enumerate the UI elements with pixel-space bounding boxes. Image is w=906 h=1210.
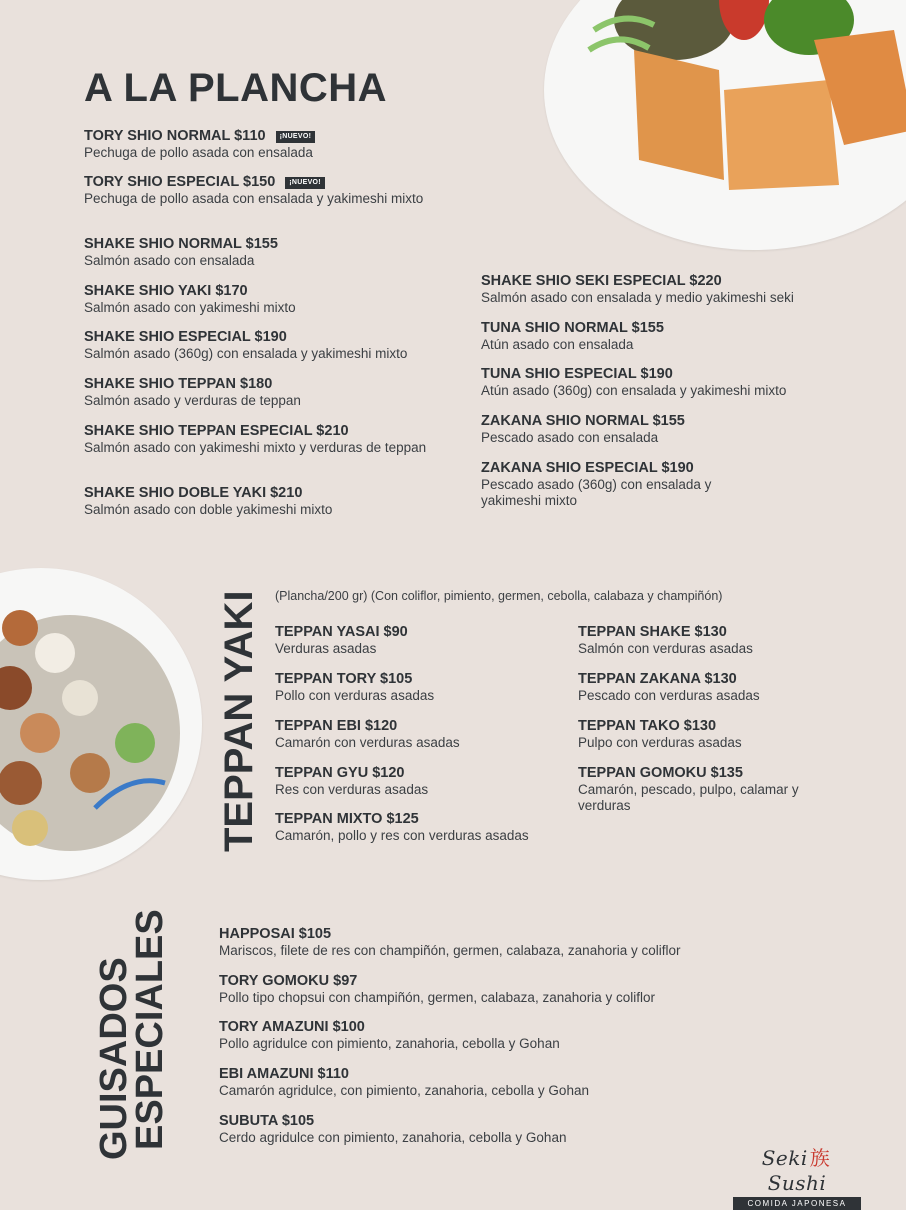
- item-name: SUBUTA $105: [219, 1113, 315, 1129]
- item-desc: Salmón asado con yakimeshi mixto: [84, 300, 296, 315]
- item-desc: Pechuga de pollo asada con ensalada y yakimeshi mixto: [84, 191, 424, 206]
- item-name: TORY SHIO ESPECIAL $150: [84, 174, 276, 190]
- menu-item: [275, 718, 555, 751]
- item-desc: Pescado con verduras asadas: [578, 688, 760, 703]
- menu-item: [275, 765, 555, 798]
- item-name: SHAKE SHIO TEPPAN ESPECIAL $210: [84, 423, 349, 439]
- item-name: TUNA SHIO NORMAL $155: [481, 320, 664, 336]
- menu-item: [275, 811, 535, 844]
- item-desc: Res con verduras asadas: [275, 782, 429, 797]
- plancha-title: A LA PLANCHA: [84, 66, 388, 110]
- item-name: TORY AMAZUNI $100: [219, 1019, 365, 1035]
- item-desc: Salmón asado con ensalada y medio yakimeshi seki: [481, 290, 794, 305]
- guisados-title-line1: GUISADOS: [93, 957, 135, 1160]
- menu-item: [481, 413, 881, 446]
- item-desc: Cerdo agridulce con pimiento, zanahoria, cebolla y Gohan: [219, 1130, 567, 1145]
- menu-item: [578, 765, 848, 814]
- menu-item: [219, 1019, 839, 1052]
- item-name: TUNA SHIO ESPECIAL $190: [481, 366, 673, 382]
- guisados-title-line2: ESPECIALES: [129, 909, 171, 1150]
- item-name: TEPPAN TORY $105: [275, 671, 413, 687]
- item-desc: Camarón, pollo y res con verduras asadas: [275, 828, 529, 843]
- teppan-title: TEPPAN YAKI: [217, 590, 261, 852]
- item-name: TORY GOMOKU $97: [219, 973, 358, 989]
- item-name: SHAKE SHIO SEKI ESPECIAL $220: [481, 273, 722, 289]
- logo-kanji: 族: [809, 1146, 831, 1170]
- menu-item: [84, 485, 464, 518]
- teppan-note: (Plancha/200 gr) (Con coliflor, pimiento, germen, cebolla, calabaza y champiñón): [275, 589, 723, 603]
- menu-item: [84, 283, 464, 316]
- item-desc: Camarón con verduras asadas: [275, 735, 460, 750]
- item-desc: Pescado asado (360g) con ensalada y yakimeshi mixto: [481, 477, 712, 508]
- item-desc: Pulpo con verduras asadas: [578, 735, 742, 750]
- menu-item: [84, 236, 464, 269]
- menu-item: [84, 174, 454, 207]
- item-name: TEPPAN GOMOKU $135: [578, 765, 743, 781]
- menu-item: [481, 366, 881, 399]
- menu-item: [219, 1113, 719, 1146]
- item-desc: Salmón con verduras asadas: [578, 641, 753, 656]
- item-desc: Mariscos, filete de res con champiñón, germen, calabaza, zanahoria y coliflor: [219, 943, 681, 958]
- item-name: SHAKE SHIO YAKI $170: [84, 283, 248, 299]
- item-desc: Pollo agridulce con pimiento, zanahoria, cebolla y Gohan: [219, 1036, 560, 1051]
- item-desc: Pescado asado con ensalada: [481, 430, 659, 445]
- item-name: TEPPAN TAKO $130: [578, 718, 717, 734]
- menu-item: [578, 718, 858, 751]
- item-name: TORY SHIO NORMAL $110: [84, 128, 266, 144]
- menu-item: [84, 376, 464, 409]
- item-name: ZAKANA SHIO NORMAL $155: [481, 413, 685, 429]
- menu-item: [84, 423, 429, 456]
- new-badge: ¡NUEVO!: [276, 131, 316, 143]
- item-name: TEPPAN GYU $120: [275, 765, 405, 781]
- item-name: TEPPAN SHAKE $130: [578, 624, 727, 640]
- menu-item: [219, 926, 839, 959]
- item-name: SHAKE SHIO NORMAL $155: [84, 236, 278, 252]
- item-desc: Salmón asado con doble yakimeshi mixto: [84, 502, 333, 517]
- salmon-plate-photo: [544, 0, 906, 250]
- item-desc: Pollo tipo chopsui con champiñón, germen, calabaza, zanahoria y coliflor: [219, 990, 656, 1005]
- item-desc: Salmón asado con ensalada: [84, 253, 255, 268]
- menu-item: [578, 624, 858, 657]
- menu-item: [219, 973, 839, 1006]
- menu-item: [84, 329, 474, 362]
- item-name: TEPPAN EBI $120: [275, 718, 398, 734]
- teppan-plate-illustration: [0, 568, 202, 880]
- item-desc: Camarón, pescado, pulpo, calamar y verduras: [578, 782, 799, 813]
- menu-item: [275, 671, 555, 704]
- item-name: TEPPAN ZAKANA $130: [578, 671, 737, 687]
- item-desc: Salmón asado con yakimeshi mixto y verduras de teppan: [84, 440, 427, 455]
- item-name: SHAKE SHIO ESPECIAL $190: [84, 329, 287, 345]
- item-desc: Pollo con verduras asadas: [275, 688, 435, 703]
- logo-word-2: Sushi: [767, 1171, 827, 1195]
- item-name: EBI AMAZUNI $110: [219, 1066, 349, 1082]
- item-desc: Pechuga de pollo asada con ensalada: [84, 145, 313, 160]
- menu-item: [481, 460, 746, 509]
- menu-item: [84, 128, 464, 161]
- salmon-plate-illustration: [544, 0, 906, 250]
- item-name: TEPPAN MIXTO $125: [275, 811, 419, 827]
- item-name: TEPPAN YASAI $90: [275, 624, 408, 640]
- teppan-plate-photo: [0, 568, 202, 880]
- item-desc: Verduras asadas: [275, 641, 377, 656]
- item-name: SHAKE SHIO DOBLE YAKI $210: [84, 485, 303, 501]
- menu-item: [481, 273, 881, 306]
- menu-item: [578, 671, 858, 704]
- menu-item: [481, 320, 881, 353]
- item-name: SHAKE SHIO TEPPAN $180: [84, 376, 273, 392]
- menu-item: [275, 624, 555, 657]
- item-desc: Camarón agridulce, con pimiento, zanahoria, cebolla y Gohan: [219, 1083, 589, 1098]
- item-name: HAPPOSAI $105: [219, 926, 332, 942]
- menu-item: [219, 1066, 839, 1099]
- logo-subtitle: COMIDA JAPONESA: [733, 1197, 861, 1210]
- item-name: ZAKANA SHIO ESPECIAL $190: [481, 460, 694, 476]
- logo-word-1: Seki: [761, 1146, 808, 1170]
- item-desc: Salmón asado (360g) con ensalada y yakimeshi mixto: [84, 346, 408, 361]
- item-desc: Atún asado (360g) con ensalada y yakimeshi mixto: [481, 383, 787, 398]
- item-desc: Atún asado con ensalada: [481, 337, 634, 352]
- new-badge: ¡NUEVO!: [285, 177, 325, 189]
- item-desc: Salmón asado y verduras de teppan: [84, 393, 301, 408]
